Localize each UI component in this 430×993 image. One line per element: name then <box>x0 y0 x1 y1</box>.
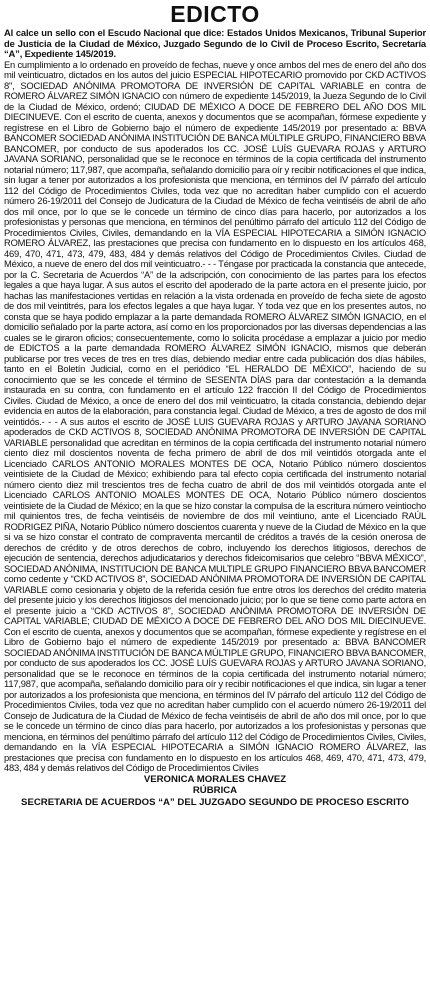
signature-rubrica: RÚBRICA <box>192 785 238 797</box>
signature-name: VERONICA MORALES CHAVEZ <box>143 773 287 785</box>
edict-title: EDICTO <box>170 1 260 27</box>
signature-position: SECRETARIA DE ACUERDOS “A” DEL JUZGADO SEGUNDO DE PROCESO ESCRITO <box>21 796 409 808</box>
edict-body: En cumplimiento a lo ordenado en proveído de fechas, nueve y once ambos del mes de enero del año dos mil veinticuatro, dictados en los autos del juicio ESPECIAL HIPOTECARIO promovido por CKD ACTIVOS 8", SOCIEDAD ANÓNIMA PROMOTORA DE INVERSIÓN DE CAPITAL VARIABLE en contra de ROMERO ÁLVAREZ SIMÓN IGNACIO con número de expediente 145/2019, la Jueza Segundo de lo Civil de la Ciudad de México, ordenó; CIUDAD DE MÉXICO A DOCE DE FEBRERO DEL AÑO DOS MIL DIECINUEVE. Con el escrito de cuenta, anexos y documentos que se acompañan, fórmese expediente y regístrese en el Libro de Gobierno bajo el número de expediente 145/2019 por presentado a: BBVA BANCOMER SOCIEDAD ANÓNIMA INSTITUCIÓN DE BANCA MÚLTIPLE GRUPO, FINANCIERO BBVA BANCOMER, por conducto de sus apoderados los CC. JOSÉ LUÍS GUEVARA ROJAS y ARTURO JAVANA SORIANO, personalidad que se le reconoce en términos de la copia certificada del instrumento notarial número; 117,987, que acompaña, señalando domicilio para oír y recibir notificaciones el que indica, sin lugar a tener por autorizados a los profesionista que menciona, en términos del IV párrafo del artículo 112 del Código de Procedimientos Civiles, toda vez que no acreditan haber cumplido con el acuerdo número 26-19/2011 del Consejo de Judicatura de la Ciudad de México de fecha veintiséis de abril de año dos mil once, por lo que se le concede un término de cinco días para hacerlo, por autorizados a los profesionistas y personas que menciona, en términos del penúltimo párrafo del artículo 112 del Código de Procedimientos Civiles, Civiles, demandando en la VÍA ESPECIAL HIPOTECARIA a SIMÓN IGNACIO ROMERO ÁLVAREZ, las prestaciones que precisa con fundamento en lo dispuesto en los artículos 468, 469, 470, 471, 473, 479, 483, 484 y demás relativos del Código de Procedimientos Civiles. Ciudad de México, a nueve de enero del dos mil veinticuatro.- - - Téngase por practicada la constancia que antecede, por la C. Secretaria de Acuerdos “A” de la adscripción, con conocimiento de las partes para los efectos legales a que haya lugar. A sus autos el escrito del apoderado de la parte actora en el presente juicio, por hachas las manifestaciones vertidas en relación a la vista ordenada en proveído de fecha siete de agosto de dos mil veintitrés, para los efectos legales a que haya lugar. Y toda vez que en los presentes autos, no consta que se haya podido emplazar a la parte demandada ROMERO ÁLVAREZ SIMÓN IGNACIO, en el domicilio señalado por la parte actora, así como en los proporcionados por las diversas dependencias a las cuales se le giraron oficios; consecuentemente, como lo solicita procédase a emplazar a juicio por medio de EDICTOS a la parte demandada ROMERO ÁLVAREZ SIMÓN IGNACIO, mismos que deberán publicarse por tres veces de tres en tres días, debiendo mediar entre cada publicación dos días hábiles, tanto en el Boletín Judicial, como en el periódico “EL HERALDO DE MÉXICO”, haciendo de su conocimiento que se les concede el término de SESENTA DÍAS para dar contestación a la demanda instaurada en su contra, con fundamento en el artículo 122 fracción II del Código de Procedimientos Civiles. Ciudad de México, a once de enero del dos mil veinticuatro, la citada constancia, debiendo dejar evidencia en autos de la elaboración, para constancia legal. Ciudad de México, a tres de agosto de dos mil veintidós.- - - A sus autos el escrito de JOSÉ LUIS GUEVARA ROJAS y ARTURO JAVANA SORIANO apoderados de CKD ACTIVOS 8, SOCIEDAD ANÓNIMA PROMOTORA DE INVERSIÓN DE CAPITAL VARIABLE personalidad que acreditan en términos de la copia certificada del instrumento notarial número ciento diez mil doscientos noventa de fecha primero de abril de dos mil veintidós otorgada ante el Licenciado CARLOS ANTONIO MORALES MONTES DE OCA, Notario Público número doscientos veintisiete de la Ciudad de México; exhibiendo para tal efecto copia certificada del instrumento notarial número ciento diez mil trescientos tres de fecha cuatro de abril de dos mil veintidós otorgada ante el Licenciado CARLOS ANTONIO MOALES MONTES DE OCA, Notario Público número doscientos veintisiete de la Ciudad de México; en la que se hizo constar la compulsa de la escritura número veintiocho mil quinientos tres, de fecha veintiséis de noviembre de dos mil veintiuno, ante el Licenciado RAÚL RODRIGEZ PIÑA, Notario Público número doscientos cuarenta y nueve de la Ciudad de México en la que si va se hizo constar el contrato de compraventa mercantil de créditos a través de la cesión onerosa de derechos de crédito y de otros derechos de cobro, incluyendo los derechos litigiosos, derechos de ejecución de sentencia, derechos adjudicatarios y derechos fideicomisarios que celebro “BBVA MÉXICO”, SOCIEDAD ANÓNIMA, INSTITUCION DE BANCA MULTIPLE GRUPO FINANCIERO BBVA BANCOMER como cedente y “CKD ACTIVOS 8”, SOCIEDAD ANÓNIMA PROMOTORA DE INVERSIÓN DE CAPITAL VARIABLE como cesionaria y objeto de la referida cesión fue entre otros los derechos del crédito materia del presente juicio y los derechos litigiosos del mencionado juicio; por lo que se tiene como parte actora en el presente juicio a “CKD ACTIVOS 8”, SOCIEDAD ANÓNIMA PROMOTORA DE INVERSIÓN DE CAPITAL VARIABLE; CIUDAD DE MÉXICO A DOCE DE FEBRERO DEL AÑO DOS MIL DIECINUEVE. Con el escrito de cuenta, anexos y documentos que se acompañan, fórmese expediente y regístrese en el Libro de Gobierno bajo el número de expediente 145/2019 por presentado a: BBVA BANCOMER SOCIEDAD ANÓNIMA INSTITUCIÓN DE BANCA MÚLTIPLE GRUPO, FINANCIERO BBVA BANCOMER, por conducto de sus apoderados los CC. JOSÉ LUÍS GUEVARA ROJAS y ARTURO JAVANA SORIANO, personalidad que se le reconoce en términos de la copia certificada del instrumento notarial número; 117,987, que acompaña, señalando domicilio para oír y recibir notificaciones el que indica, sin lugar a tener por autorizados a los profesionista que menciona, en términos del IV párrafo del artículo 112 del Código de Procedimientos Civiles, toda vez que no acreditan haber cumplido con el acuerdo número 26-19/2011 del Consejo de Judicatura de la Ciudad de México de fecha veintiséis de abril de año dos mil once, por lo que se le concede un término de cinco días para hacerlo, por autorizados a los profesionistas y personas que menciona, en términos del penúltimo párrafo del artículo 112 del Código de Procedimientos Civiles, Civiles, demandando en la VÍA ESPECIAL HIPOTECARIA a SIMÓN IGNACIO ROMERO ÁLVAREZ, las prestaciones que precisa con fundamento en lo dispuesto en los artículos 468, 469, 470, 471, 473, 479, 483, 484 y demás relativos del Código de Procedimientos Civiles <box>4 58 426 774</box>
seal-heading: Al calce un sello con el Escudo Nacional que dice: Estados Unidos Mexicanos, Tribunal Superior de Justicia de la Ciudad de México, Juzgado Segundo de lo Civil de Proceso Escrito, Secretaría “A”, Expediente 145/2019. <box>4 27 426 60</box>
